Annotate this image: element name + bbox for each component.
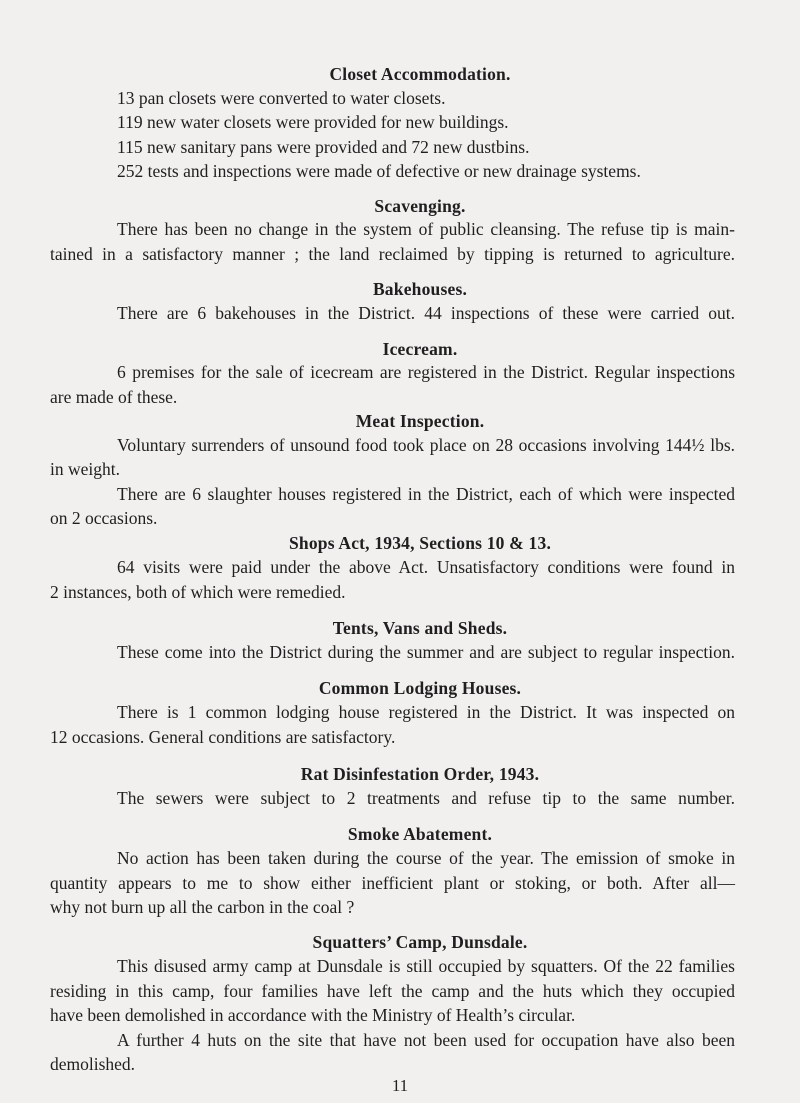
- smoke-line-3: why not burn up all the carbon in the coal ?: [50, 897, 355, 918]
- shops-act-heading: Shops Act, 1934, Sections 10 & 13.: [288, 532, 552, 553]
- common-lodging-houses-heading: Common Lodging Houses.: [318, 677, 522, 698]
- shops-line-1: 64 visits were paid under the above Act. Unsatisfactory conditions were found in: [117, 557, 735, 578]
- icecream-heading: Icecream.: [382, 338, 458, 359]
- closet-line-3: 115 new sanitary pans were provided and 72 new dustbins.: [117, 136, 530, 157]
- meat-inspection-heading: Meat Inspection.: [355, 411, 485, 432]
- scavenging-heading: Scavenging.: [374, 195, 466, 216]
- meat-line-3: There are 6 slaughter houses registered in the District, each of which were inspected: [117, 483, 735, 504]
- squatters-line-2: residing in this camp, four families have left the camp and the huts which they occupied: [50, 980, 735, 1001]
- smoke-line-2: quantity appears to me to show either inefficient plant or stoking, or both. After all—: [50, 872, 735, 893]
- squatters-line-5: demolished.: [50, 1054, 136, 1075]
- tents-vans-sheds-heading: Tents, Vans and Sheds.: [332, 617, 508, 638]
- rat-line-1: The sewers were subject to 2 treatments and refuse tip to the same number.: [117, 787, 735, 808]
- smoke-line-1: No action has been taken during the course of the year. The emission of smoke in: [117, 848, 735, 869]
- tents-line-1: These come into the District during the summer and are subject to regular inspection.: [117, 642, 735, 662]
- closet-line-4: 252 tests and inspections were made of defective or new drainage systems.: [117, 161, 641, 181]
- closet-line-2: 119 new water closets were provided for new buildings.: [117, 112, 509, 132]
- squatters-line-3: have been demolished in accordance with the Ministry of Health’s circular.: [50, 1005, 576, 1026]
- meat-line-2: in weight.: [50, 459, 120, 480]
- bakehouses-heading: Bakehouses.: [372, 278, 468, 299]
- squatters-line-1: This disused army camp at Dunsdale is still occupied by squatters. Of the 22 families: [117, 956, 735, 977]
- lodging-line-1: There is 1 common lodging house registered in the District. It was inspected on: [117, 702, 735, 723]
- squatters-line-4: A further 4 huts on the site that have not been used for occupation have also been: [117, 1029, 735, 1050]
- shops-line-2: 2 instances, both of which were remedied.: [50, 581, 346, 602]
- scavenging-line-2: tained in a satisfactory manner ; the land reclaimed by tipping is returned to agriculture.: [50, 243, 735, 264]
- meat-line-4: on 2 occasions.: [50, 508, 158, 529]
- rat-disinfestation-heading: Rat Disinfestation Order, 1943.: [300, 763, 540, 784]
- closet-accommodation-heading: Closet Accommodation.: [329, 64, 511, 84]
- squatters-camp-heading: Squatters’ Camp, Dunsdale.: [312, 932, 528, 952]
- icecream-line-2: are made of these.: [50, 386, 178, 407]
- bakehouses-line-1: There are 6 bakehouses in the District. 44 inspections of these were carried out.: [117, 303, 735, 324]
- smoke-abatement-heading: Smoke Abatement.: [347, 823, 493, 844]
- scavenging-line-1: There has been no change in the system of public cleansing. The refuse tip is main-: [117, 219, 735, 240]
- lodging-line-2: 12 occasions. General conditions are satisfactory.: [50, 726, 396, 747]
- meat-line-1: Voluntary surrenders of unsound food took place on 28 occasions involving 144½ lbs.: [117, 434, 735, 455]
- closet-line-1: 13 pan closets were converted to water closets.: [117, 87, 446, 108]
- icecream-line-1: 6 premises for the sale of icecream are registered in the District. Regular inspections: [117, 362, 735, 383]
- page-number: 11: [391, 1076, 409, 1095]
